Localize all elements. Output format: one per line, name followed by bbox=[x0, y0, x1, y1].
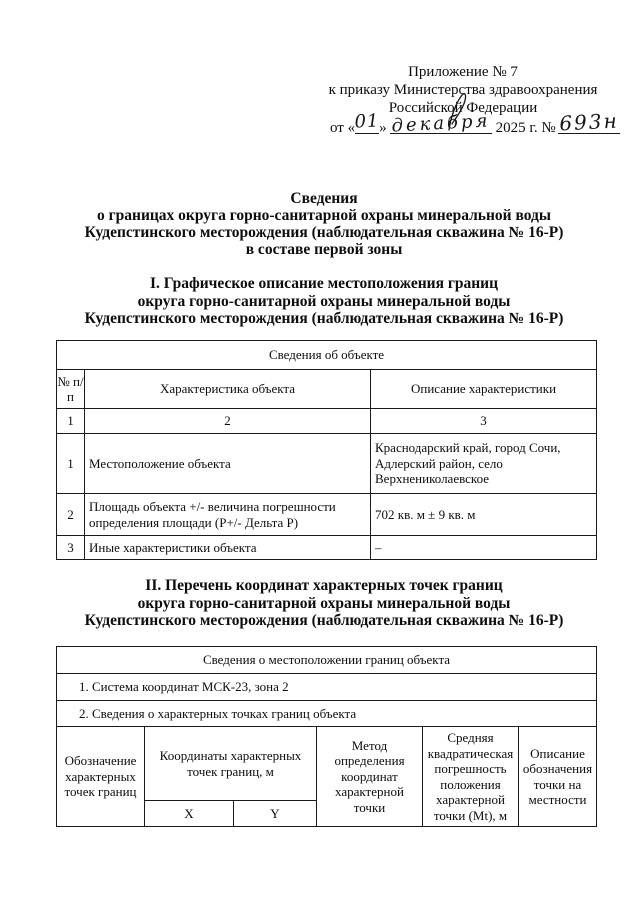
table-header-row bbox=[57, 727, 597, 801]
table-caption-row bbox=[57, 341, 597, 370]
heading-line: II. Перечень координат характерных точек границ bbox=[145, 577, 503, 594]
object-info-table bbox=[56, 340, 597, 560]
table-header-row bbox=[57, 370, 597, 409]
row-number: 2 bbox=[57, 494, 85, 536]
column-header-number: № п/п bbox=[57, 370, 85, 409]
handwritten-order-number: 693н bbox=[558, 108, 619, 136]
table-row bbox=[57, 434, 597, 494]
row-number: 1 bbox=[57, 434, 85, 494]
title-line: Сведения bbox=[290, 190, 358, 207]
table-caption: Сведения об объекте bbox=[57, 341, 597, 370]
column-number: 3 bbox=[371, 409, 597, 434]
column-header-description: Описание характеристики bbox=[371, 370, 597, 409]
row-characteristic: Площадь объекта +/- величина погрешности определения площади (Р+/- Дельта Р) bbox=[85, 494, 371, 536]
heading-line: Кудепстинского месторождения (наблюдательная скважина № 16-Р) bbox=[84, 612, 564, 629]
handwritten-stroke bbox=[440, 88, 472, 136]
coordinate-system-row bbox=[57, 674, 597, 701]
row-value: Краснодарский край, город Сочи, Адлерский район, село Верхнениколаевское bbox=[371, 434, 597, 494]
date-prefix: от « bbox=[330, 120, 356, 136]
row-value: – bbox=[371, 536, 597, 560]
heading-line: I. Графическое описание местоположения границ bbox=[149, 275, 499, 292]
row-characteristic: Местоположение объекта bbox=[85, 434, 371, 494]
column-header-y: Y bbox=[234, 801, 317, 827]
section-1-heading bbox=[56, 275, 592, 328]
column-header-point-designation: Обозначение характерных точек границ bbox=[57, 727, 145, 827]
table-caption-row bbox=[57, 647, 597, 674]
ministry-name: Российской Федерации bbox=[388, 100, 538, 116]
order-reference: к приказу Министерства здравоохранения bbox=[328, 82, 598, 98]
table-row bbox=[57, 536, 597, 560]
points-info: 2. Сведения о характерных точках границ объекта bbox=[57, 701, 597, 727]
document-title bbox=[56, 190, 592, 258]
coordinate-system: 1. Система координат МСК-23, зона 2 bbox=[57, 674, 597, 701]
date-year: 2025 г. № bbox=[495, 120, 556, 136]
column-header-characteristic: Характеристика объекта bbox=[85, 370, 371, 409]
column-header-coordinates: Координаты характерных точек границ, м bbox=[145, 727, 317, 801]
handwritten-month: декабря bbox=[390, 110, 491, 137]
column-header-method: Метод определения координат характерной точки bbox=[317, 727, 423, 827]
day-blank bbox=[354, 110, 381, 134]
heading-line: округа горно-санитарной охраны минеральной воды bbox=[137, 594, 511, 612]
table-row bbox=[57, 494, 597, 536]
date-close-quote: » bbox=[379, 120, 387, 136]
title-line: в составе первой зоны bbox=[245, 241, 403, 258]
column-number: 1 bbox=[57, 409, 85, 434]
heading-line: округа горно-санитарной охраны минеральной воды bbox=[137, 292, 511, 310]
section-2-heading bbox=[56, 577, 592, 630]
points-info-row bbox=[57, 701, 597, 727]
order-number-blank bbox=[558, 108, 620, 136]
title-line: Кудепстинского месторождения (наблюдательная скважина № 16-Р) bbox=[84, 224, 564, 241]
heading-line: Кудепстинского месторождения (наблюдательная скважина № 16-Р) bbox=[84, 310, 564, 327]
column-numbers-row bbox=[57, 409, 597, 434]
column-header-x: X bbox=[145, 801, 234, 827]
column-header-error: Средняя квадратическая погрешность положения характерной точки (Mt), м bbox=[423, 727, 519, 827]
row-value: 702 кв. м ± 9 кв. м bbox=[371, 494, 597, 536]
table-caption: Сведения о местоположении границ объекта bbox=[57, 647, 597, 674]
appendix-number: Приложение № 7 bbox=[408, 64, 518, 80]
row-characteristic: Иные характеристики объекта bbox=[85, 536, 371, 560]
handwritten-day: 01 bbox=[354, 110, 381, 133]
title-line: о границах округа горно-санитарной охраны минеральной воды bbox=[96, 207, 551, 224]
column-number: 2 bbox=[85, 409, 371, 434]
row-number: 3 bbox=[57, 536, 85, 560]
column-header-description: Описание обозначения точки на местности bbox=[519, 727, 597, 827]
boundary-coordinates-table bbox=[56, 646, 597, 827]
